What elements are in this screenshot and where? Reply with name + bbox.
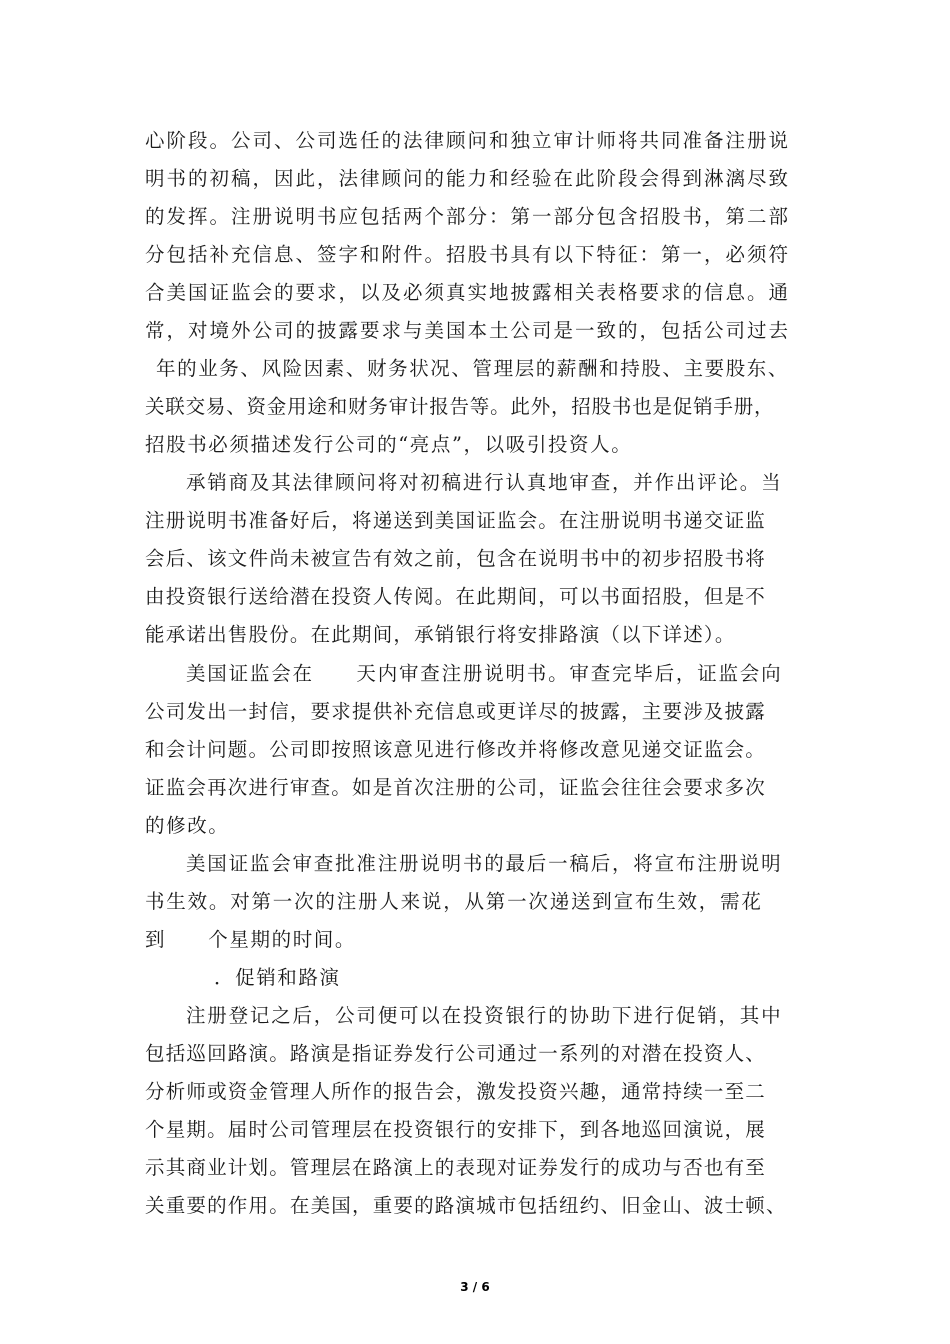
text-line: 包括巡回路演。路演是指证券发行公司通过一系列的对潜在投资人、 [145, 1042, 767, 1065]
text-line: 到 个星期的时间。 [145, 928, 357, 951]
text-line: 合美国证监会的要求，以及必须真实地披露相关表格要求的信息。通 [145, 281, 791, 304]
text-line: 能承诺出售股份。在此期间，承销银行将安排路演（以下详述）。 [145, 623, 736, 646]
text-line: 美国证监会在 天内审查注册说明书。审查完毕后，证监会向 [186, 662, 783, 685]
text-line: 美国证监会审查批准注册说明书的最后一稿后，将宣布注册说明 [186, 852, 783, 875]
text-line: 个星期。届时公司管理层在投资银行的安排下，到各地巡回演说，展 [145, 1118, 767, 1141]
text-line: 的修改。 [145, 814, 230, 837]
text-line: 心阶段。公司、公司选任的法律顾问和独立审计师将共同准备注册说 [145, 129, 791, 152]
text-line: 注册登记之后，公司便可以在投资银行的协助下进行促销，其中 [186, 1004, 783, 1027]
text-line: 注册说明书准备好后，将递送到美国证监会。在注册说明书递交证监 [145, 509, 767, 532]
page-number: 3 / 6 [460, 1280, 490, 1294]
text-line: 常，对境外公司的披露要求与美国本土公司是一致的，包括公司过去 [145, 319, 791, 342]
text-line: 分析师或资金管理人所作的报告会，激发投资兴趣，通常持续一至二 [145, 1080, 767, 1103]
text-line: 明书的初稿，因此，法律顾问的能力和经验在此阶段会得到淋漓尽致 [145, 167, 791, 190]
text-line: 关联交易、资金用途和财务审计报告等。此外，招股书也是促销手册， [145, 395, 775, 418]
text-line: 分包括补充信息、签字和附件。招股书具有以下特征：第一，必须符 [145, 243, 791, 266]
text-line: 招股书必须描述发行公司的“亮点”，以吸引投资人。 [145, 433, 633, 456]
text-line: 会后、该文件尚未被宣告有效之前，包含在说明书中的初步招股书将 [145, 547, 767, 570]
text-line: 年的业务、风险因素、财务状况、管理层的薪酬和持股、主要股东、 [156, 357, 790, 380]
text-line: 书生效。对第一次的注册人来说，从第一次递送到宣布生效，需花 [145, 890, 763, 913]
text-line: 由投资银行送给潜在投资人传阅。在此期间，可以书面招股，但是不 [145, 585, 767, 608]
text-line: 和会计问题。公司即按照该意见进行修改并将修改意见递交证监会。 [145, 738, 767, 761]
text-line: 承销商及其法律顾问将对初稿进行认真地审查，并作出评论。当 [186, 471, 783, 494]
text-line: 公司发出一封信，要求提供补充信息或更详尽的披露，主要涉及披露 [145, 700, 767, 723]
text-line: 证监会再次进行审查。如是首次注册的公司，证监会往往会要求多次 [145, 776, 767, 799]
text-line: 示其商业计划。管理层在路演上的表现对证券发行的成功与否也有至 [145, 1156, 767, 1179]
text-line: 关重要的作用。在美国，重要的路演城市包括纽约、旧金山、波士顿、 [145, 1194, 787, 1217]
section-heading: ．促销和路演 [214, 966, 341, 989]
text-line: 的发挥。注册说明书应包括两个部分：第一部分包含招股书，第二部 [145, 205, 791, 228]
